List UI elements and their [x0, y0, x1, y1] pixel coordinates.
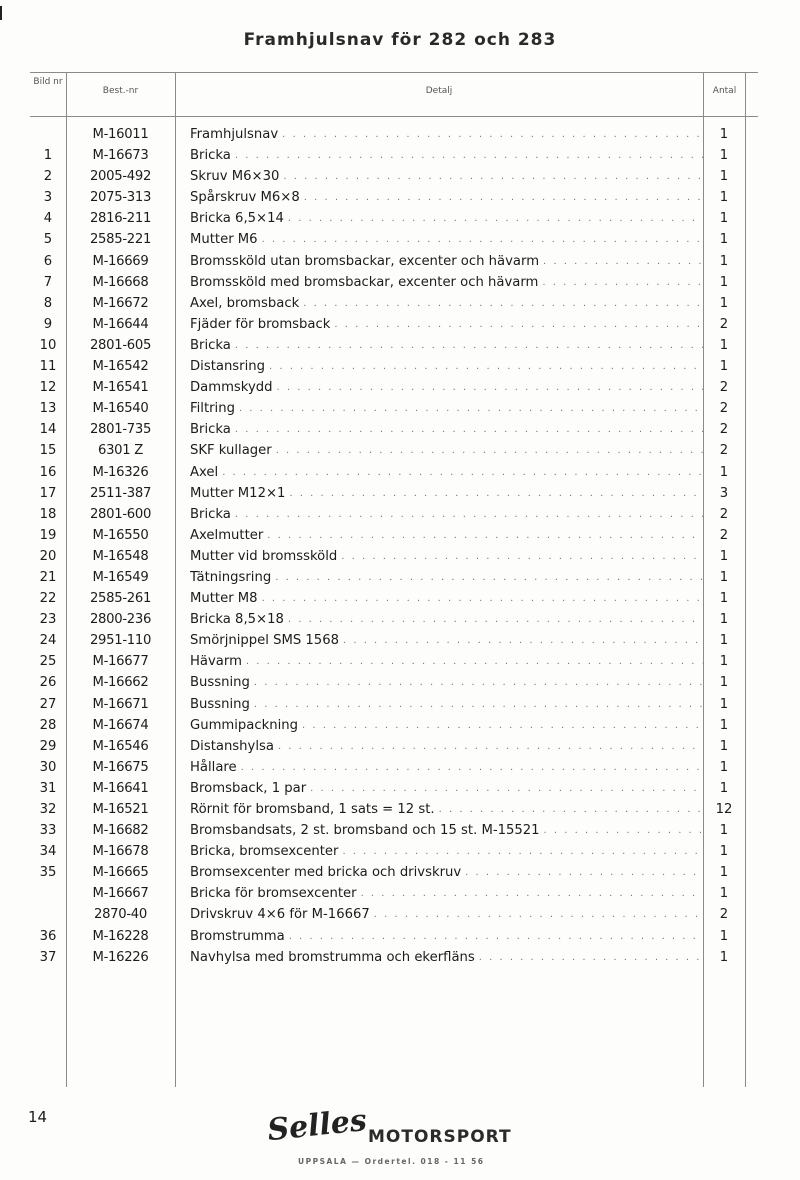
detalj-text: Bricka för bromsexcenter	[190, 886, 357, 902]
dot-leader	[241, 757, 703, 778]
antal-cell: 1	[719, 844, 729, 860]
dot-leader	[289, 483, 703, 504]
dot-leader	[288, 208, 703, 229]
best-nr-cell: M-16641	[92, 780, 149, 796]
best-nr-cell: M-16542	[92, 359, 149, 375]
bild-nr-cell: 20	[39, 548, 57, 564]
detalj-text: Spårskruv M6×8	[190, 190, 300, 206]
table-row	[30, 609, 758, 630]
antal-cell: 1	[719, 949, 729, 965]
detalj-text: Smörjnippel SMS 1568	[190, 633, 339, 649]
bild-nr-cell: 13	[39, 401, 57, 417]
antal-cell: 3	[719, 485, 729, 501]
brand-name: MOTORSPORT	[368, 1127, 512, 1147]
detalj-cell	[190, 926, 703, 947]
antal-cell: 1	[719, 169, 729, 185]
best-nr-cell: M-16226	[92, 949, 149, 965]
detalj-cell	[190, 630, 703, 651]
best-nr-cell: 2585-221	[89, 232, 152, 248]
best-nr-cell: M-16546	[92, 738, 149, 754]
table-row	[30, 820, 758, 841]
best-nr-cell: M-16326	[92, 464, 149, 480]
best-nr-cell: M-16671	[92, 696, 149, 712]
brand-address: UPPSALA — Ordertel. 018 - 11 56	[298, 1157, 485, 1166]
detalj-text: Bricka 6,5×14	[190, 211, 284, 227]
table-row	[30, 841, 758, 862]
best-nr-cell: M-16669	[92, 253, 149, 269]
table-row	[30, 208, 758, 229]
dot-leader	[269, 356, 703, 377]
detalj-cell	[190, 124, 703, 145]
dot-leader	[267, 525, 703, 546]
detalj-text: Framhjulsnav	[190, 127, 279, 142]
dot-leader	[283, 166, 703, 187]
table-row	[30, 672, 758, 693]
detalj-cell	[190, 504, 703, 525]
detalj-text: Bussning	[190, 675, 250, 691]
table-row	[30, 251, 758, 272]
detalj-text: Navhylsa med bromstrumma och ekerfläns	[190, 949, 475, 965]
best-nr-cell: M-16228	[92, 928, 149, 944]
bild-nr-cell: 2	[43, 169, 53, 185]
detalj-text: Bricka, bromsexcenter	[190, 844, 339, 860]
table-row	[30, 862, 758, 883]
best-nr-cell: 2951-110	[89, 633, 152, 649]
detalj-text: Bromsback, 1 par	[190, 780, 307, 796]
table-row	[30, 356, 758, 377]
detalj-text: Dammskydd	[190, 380, 273, 396]
dot-leader	[262, 229, 703, 250]
table-row	[30, 293, 758, 314]
antal-cell: 2	[719, 422, 729, 438]
table-row	[30, 904, 758, 925]
bild-nr-cell: 31	[39, 780, 57, 796]
bild-nr-cell: 37	[39, 949, 57, 965]
bild-nr-cell: 23	[39, 612, 57, 628]
antal-cell: 1	[719, 633, 729, 649]
detalj-text: Bricka	[190, 506, 231, 522]
antal-cell: 2	[719, 443, 729, 459]
dot-leader	[246, 651, 703, 672]
detalj-text: Mutter M6	[190, 232, 258, 248]
dot-leader	[544, 820, 703, 841]
antal-cell: 2	[719, 316, 729, 332]
detalj-cell	[190, 904, 703, 925]
detalj-text: Bromssköld utan bromsbackar, excenter och hävarm	[190, 253, 540, 269]
dot-leader	[288, 609, 703, 630]
detalj-text: Mutter M8	[190, 591, 258, 607]
dot-leader	[254, 672, 703, 693]
best-nr-cell: 2585-261	[89, 591, 152, 607]
detalj-text: Axel	[190, 464, 219, 480]
detalj-text: Skruv M6×30	[190, 169, 280, 185]
bild-nr-cell: 27	[39, 696, 57, 712]
antal-cell: 1	[719, 211, 729, 227]
dot-leader	[275, 567, 703, 588]
antal-cell: 2	[719, 907, 729, 923]
best-nr-cell: 2801-600	[89, 506, 152, 522]
best-nr-cell: 6301 Z	[98, 443, 143, 459]
bild-nr-cell: 29	[39, 738, 57, 754]
table-row	[30, 504, 758, 525]
dot-leader	[342, 841, 703, 862]
table-row	[30, 229, 758, 250]
antal-cell: 1	[719, 865, 729, 881]
bild-nr-cell: 14	[39, 422, 57, 438]
detalj-cell	[190, 377, 703, 398]
table-row	[30, 694, 758, 715]
antal-cell: 2	[719, 527, 729, 543]
detalj-text: Drivskruv 4×6 för M-16667	[190, 907, 370, 923]
detalj-cell	[190, 567, 703, 588]
table-row	[30, 166, 758, 187]
detalj-text: Rörnit för bromsband, 1 sats = 12 st.	[190, 802, 435, 817]
bild-nr-cell: 33	[39, 823, 57, 839]
dot-leader	[543, 251, 703, 272]
bild-nr-cell: 21	[39, 569, 57, 585]
bild-nr-cell: 17	[39, 485, 57, 501]
detalj-cell	[190, 229, 703, 250]
antal-cell: 1	[719, 190, 729, 206]
parts-rows	[30, 124, 758, 968]
table-row	[30, 377, 758, 398]
dot-leader	[282, 124, 703, 145]
antal-cell: 1	[719, 696, 729, 712]
detalj-text: SKF kullager	[190, 443, 272, 459]
dot-leader	[334, 314, 703, 335]
antal-cell: 1	[719, 654, 729, 670]
dot-leader	[289, 926, 703, 947]
bild-nr-cell: 6	[43, 253, 53, 269]
antal-cell: 2	[719, 401, 729, 417]
page-title: Framhjulsnav för 282 och 283	[243, 30, 557, 50]
dot-leader	[254, 694, 703, 715]
dot-leader	[341, 546, 703, 567]
antal-cell: 1	[719, 717, 729, 733]
dot-leader	[262, 588, 703, 609]
best-nr-cell: M-16540	[92, 401, 149, 417]
bild-nr-cell: 34	[39, 844, 57, 860]
bild-nr-cell: 30	[39, 759, 57, 775]
detalj-text: Gummipackning	[190, 717, 299, 733]
best-nr-cell: M-16644	[92, 316, 149, 332]
detalj-cell	[190, 166, 703, 187]
dot-leader	[479, 947, 703, 968]
antal-cell: 1	[719, 359, 729, 375]
table-row	[30, 883, 758, 904]
antal-cell: 1	[719, 612, 729, 628]
bild-nr-cell: 26	[39, 675, 57, 691]
header-best-nr: Best.-nr	[102, 86, 139, 96]
detalj-cell	[190, 145, 703, 166]
table-top-rule	[30, 72, 758, 73]
table-row	[30, 588, 758, 609]
table-row	[30, 715, 758, 736]
table-row	[30, 926, 758, 947]
antal-cell: 1	[719, 823, 729, 839]
antal-cell: 1	[719, 675, 729, 691]
antal-cell: 1	[719, 337, 729, 353]
dot-leader	[278, 736, 703, 757]
detalj-text: Fjäder för bromsback	[190, 316, 331, 332]
best-nr-cell: 2005-492	[89, 169, 152, 185]
best-nr-cell: M-16541	[92, 380, 149, 396]
detalj-cell	[190, 862, 703, 883]
best-nr-cell: M-16662	[92, 675, 149, 691]
detalj-text: Bussning	[190, 696, 250, 712]
detalj-cell	[190, 778, 703, 799]
detalj-cell	[190, 272, 703, 293]
table-row	[30, 736, 758, 757]
detalj-text: Tätningsring	[190, 569, 272, 585]
detalj-cell	[190, 799, 703, 820]
bild-nr-cell: 19	[39, 527, 57, 543]
detalj-cell	[190, 883, 703, 904]
dot-leader	[277, 377, 703, 398]
bild-nr-cell: 15	[39, 443, 57, 459]
antal-cell: 1	[719, 274, 729, 290]
dot-leader	[361, 883, 703, 904]
bild-nr-cell: 11	[39, 359, 57, 375]
detalj-text: Bromstrumma	[190, 928, 285, 944]
best-nr-cell: M-16672	[92, 295, 149, 311]
dot-leader	[302, 715, 703, 736]
antal-cell: 1	[719, 928, 729, 944]
best-nr-cell: 2801-735	[89, 422, 152, 438]
detalj-cell	[190, 715, 703, 736]
detalj-text: Distansring	[190, 359, 265, 375]
detalj-cell	[190, 588, 703, 609]
bild-nr-cell: 25	[39, 654, 57, 670]
antal-cell: 1	[719, 738, 729, 754]
best-nr-cell: 2075-313	[89, 190, 152, 206]
detalj-cell	[190, 314, 703, 335]
best-nr-cell: M-16550	[92, 527, 149, 543]
bild-nr-cell: 10	[39, 337, 57, 353]
best-nr-cell: M-16665	[92, 865, 149, 881]
bild-nr-cell: 9	[43, 316, 53, 332]
antal-cell: 1	[719, 253, 729, 269]
bild-nr-cell: 5	[43, 232, 53, 248]
bild-nr-cell: 7	[43, 274, 53, 290]
detalj-cell	[190, 356, 703, 377]
bild-nr-cell: 12	[39, 380, 57, 396]
detalj-cell	[190, 293, 703, 314]
detalj-text: Filtring	[190, 401, 235, 417]
best-nr-cell: M-16548	[92, 548, 149, 564]
detalj-cell	[190, 187, 703, 208]
antal-cell: 1	[719, 295, 729, 311]
table-row	[30, 272, 758, 293]
table-row	[30, 757, 758, 778]
parts-table	[30, 72, 758, 1087]
table-row	[30, 440, 758, 461]
table-row	[30, 314, 758, 335]
detalj-text: Bricka 8,5×18	[190, 612, 284, 628]
best-nr-cell: M-16668	[92, 274, 149, 290]
dot-leader	[542, 272, 703, 293]
bild-nr-cell: 32	[39, 802, 57, 817]
antal-cell: 2	[719, 506, 729, 522]
table-row	[30, 335, 758, 356]
dot-leader	[235, 145, 703, 166]
dot-leader	[235, 504, 703, 525]
table-row	[30, 651, 758, 672]
detalj-text: Axel, bromsback	[190, 295, 300, 311]
dot-leader	[235, 335, 703, 356]
bild-nr-cell: 24	[39, 633, 57, 649]
antal-cell: 12	[715, 802, 733, 817]
antal-cell: 1	[719, 780, 729, 796]
detalj-cell	[190, 609, 703, 630]
edge-mark	[0, 6, 2, 20]
table-row	[30, 145, 758, 166]
dot-leader	[465, 862, 703, 883]
detalj-cell	[190, 546, 703, 567]
best-nr-cell: M-16677	[92, 654, 149, 670]
antal-cell: 1	[719, 759, 729, 775]
header-detalj: Detalj	[425, 86, 453, 96]
dot-leader	[303, 293, 703, 314]
bild-nr-cell: 28	[39, 717, 57, 733]
bild-nr-cell: 3	[43, 190, 53, 206]
table-row	[30, 124, 758, 145]
best-nr-cell: M-16667	[92, 886, 149, 902]
dot-leader	[439, 799, 703, 820]
antal-cell: 1	[719, 232, 729, 248]
dot-leader	[304, 187, 703, 208]
bild-nr-cell: 4	[43, 211, 53, 227]
antal-cell: 1	[719, 591, 729, 607]
bild-nr-cell: 22	[39, 591, 57, 607]
detalj-cell	[190, 841, 703, 862]
detalj-text: Mutter vid bromssköld	[190, 548, 338, 564]
antal-cell: 2	[719, 380, 729, 396]
dot-leader	[310, 778, 703, 799]
detalj-text: Bromssköld med bromsbackar, excenter och hävarm	[190, 274, 539, 290]
header-antal: Antal	[712, 86, 737, 96]
detalj-text: Hållare	[190, 759, 237, 775]
table-row	[30, 778, 758, 799]
table-row	[30, 947, 758, 968]
best-nr-cell: M-16549	[92, 569, 149, 585]
best-nr-cell: M-16674	[92, 717, 149, 733]
best-nr-cell: 2800-236	[89, 612, 152, 628]
detalj-text: Hävarm	[190, 654, 242, 670]
antal-cell: 1	[719, 569, 729, 585]
detalj-cell	[190, 419, 703, 440]
dot-leader	[239, 398, 703, 419]
selles-logo: Selles	[265, 1102, 369, 1149]
detalj-text: Bromsbandsats, 2 st. bromsband och 15 st. M-15521	[190, 823, 540, 839]
table-row	[30, 799, 758, 820]
best-nr-cell: M-16673	[92, 148, 149, 164]
dot-leader	[276, 440, 703, 461]
detalj-cell	[190, 757, 703, 778]
detalj-cell	[190, 398, 703, 419]
best-nr-cell: 2511-387	[89, 485, 152, 501]
best-nr-cell: M-16682	[92, 823, 149, 839]
best-nr-cell: M-16521	[92, 802, 149, 817]
table-row	[30, 398, 758, 419]
detalj-cell	[190, 736, 703, 757]
bild-nr-cell: 16	[39, 464, 57, 480]
best-nr-cell: M-16678	[92, 844, 149, 860]
best-nr-cell: 2816-211	[89, 211, 152, 227]
detalj-cell	[190, 208, 703, 229]
antal-cell: 1	[719, 148, 729, 164]
detalj-text: Bricka	[190, 148, 231, 164]
detalj-cell	[190, 251, 703, 272]
best-nr-cell: 2801-605	[89, 337, 152, 353]
detalj-cell	[190, 335, 703, 356]
table-row	[30, 483, 758, 504]
detalj-cell	[190, 440, 703, 461]
best-nr-cell: M-16675	[92, 759, 149, 775]
dot-leader	[222, 462, 703, 483]
detalj-cell	[190, 672, 703, 693]
antal-cell: 1	[719, 127, 729, 142]
detalj-cell	[190, 651, 703, 672]
detalj-text: Bricka	[190, 422, 231, 438]
dot-leader	[374, 904, 703, 925]
detalj-text: Bromsexcenter med bricka och drivskruv	[190, 865, 462, 881]
dot-leader	[235, 419, 703, 440]
detalj-cell	[190, 694, 703, 715]
table-row	[30, 630, 758, 651]
bild-nr-cell: 8	[43, 295, 53, 311]
detalj-cell	[190, 947, 703, 968]
header-bild-nr: Bild nr	[33, 77, 63, 87]
detalj-text: Distanshylsa	[190, 738, 274, 754]
table-row	[30, 462, 758, 483]
table-row	[30, 419, 758, 440]
table-row	[30, 525, 758, 546]
dot-leader	[343, 630, 703, 651]
best-nr-cell: M-16011	[92, 127, 149, 142]
detalj-cell	[190, 525, 703, 546]
detalj-text: Axelmutter	[190, 527, 264, 543]
detalj-cell	[190, 462, 703, 483]
best-nr-cell: 2870-40	[93, 907, 147, 923]
table-row	[30, 546, 758, 567]
detalj-text: Mutter M12×1	[190, 485, 286, 501]
bild-nr-cell: 36	[39, 928, 57, 944]
table-row	[30, 567, 758, 588]
detalj-text: Bricka	[190, 337, 231, 353]
antal-cell: 1	[719, 548, 729, 564]
detalj-cell	[190, 820, 703, 841]
table-row	[30, 187, 758, 208]
antal-cell: 1	[719, 886, 729, 902]
bild-nr-cell: 35	[39, 865, 57, 881]
bild-nr-cell: 18	[39, 506, 57, 522]
page-number: 14	[28, 1108, 48, 1126]
header-rule	[30, 116, 758, 117]
detalj-cell	[190, 483, 703, 504]
bild-nr-cell: 1	[43, 148, 53, 164]
antal-cell: 1	[719, 464, 729, 480]
